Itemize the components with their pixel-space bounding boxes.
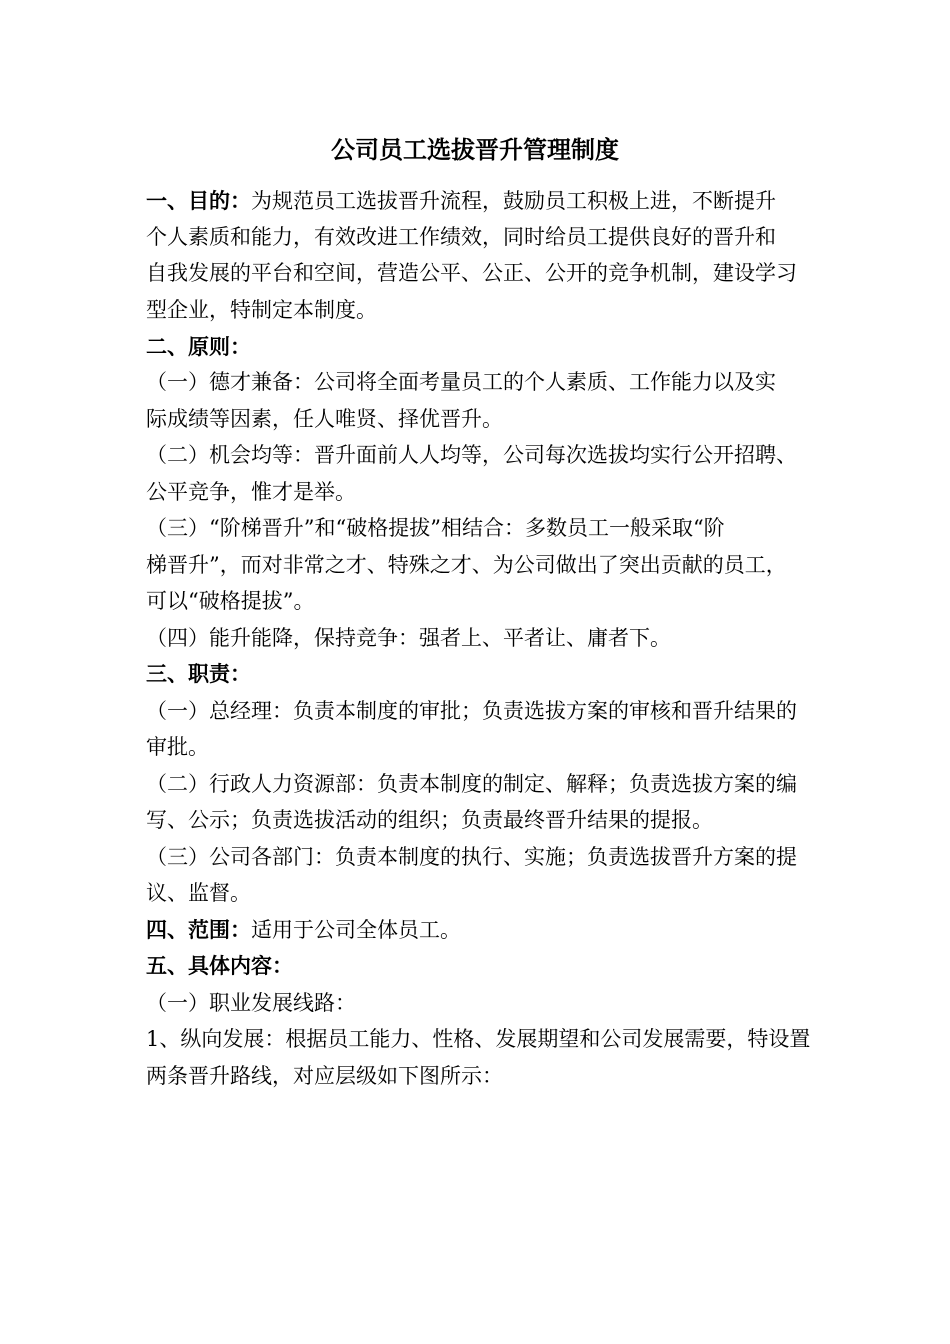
text-line: [146, 222, 776, 252]
line-text: 议、监督。: [146, 881, 251, 905]
line-text: 为规范员工选拔晋升流程，鼓励员工积极上进，不断提升: [251, 189, 776, 213]
line-text: （二）行政人力资源部：负责本制度的制定、解释；负责选拔方案的编: [146, 772, 797, 796]
line-text: 适用于公司全体员工。: [251, 918, 461, 942]
text-line: [146, 623, 671, 653]
line-text: 梯晋升”，而对非常之才、特殊之才、为公司做出了突出贡献的员工，: [146, 553, 787, 577]
line-text: 1、纵向发展：根据员工能力、性格、发展期望和公司发展需要，特设置: [146, 1027, 811, 1051]
line-text: 可以“破格提拔”。: [146, 589, 315, 613]
section-label: 五、具体内容：: [146, 953, 293, 978]
line-text: （三）“阶梯晋升”和“破格提拔”相结合：多数员工一般采取“阶: [146, 516, 725, 540]
text-line: [146, 732, 209, 762]
text-line: [146, 659, 251, 689]
text-line: [146, 805, 713, 835]
text-line: [146, 186, 776, 216]
text-line: [146, 769, 797, 799]
text-line: [146, 988, 356, 1018]
text-line: [146, 951, 293, 981]
page-title: 公司员工选拔晋升管理制度: [331, 135, 619, 164]
text-line: [146, 586, 314, 616]
section-label: 一、目的：: [146, 188, 251, 213]
line-text: （一）总经理：负责本制度的审批；负责选拔方案的审核和晋升结果的: [146, 699, 797, 723]
line-text: （二）机会均等：晋升面前人人均等，公司每次选拔均实行公开招聘、: [146, 443, 797, 467]
line-text: （三）公司各部门：负责本制度的执行、实施；负责选拔晋升方案的提: [146, 845, 797, 869]
line-text: 自我发展的平台和空间，营造公平、公正、公开的竞争机制，建设学习: [146, 261, 797, 285]
text-line: [146, 477, 356, 507]
line-text: 审批。: [146, 735, 209, 759]
section-label: 四、范围：: [146, 917, 251, 942]
line-text: （四）能升能降，保持竞争：强者上、平者让、庸者下。: [146, 626, 671, 650]
text-line: [146, 258, 797, 288]
text-line: [146, 367, 776, 397]
text-line: [146, 513, 725, 543]
text-line: [146, 878, 251, 908]
text-line: [146, 332, 251, 362]
text-line: [146, 842, 797, 872]
text-line: [146, 440, 797, 470]
text-line: [146, 404, 503, 434]
text-line: [146, 295, 377, 325]
line-text: 写、公示；负责选拔活动的组织；负责最终晋升结果的提报。: [146, 808, 713, 832]
section-label: 二、原则：: [146, 334, 251, 359]
text-line: [146, 550, 787, 580]
text-line: [146, 696, 797, 726]
section-label: 三、职责：: [146, 661, 251, 686]
text-line: [146, 915, 461, 945]
line-text: 两条晋升路线，对应层级如下图所示：: [146, 1064, 503, 1088]
line-text: 公平竞争，惟才是举。: [146, 480, 356, 504]
text-line: [146, 1024, 810, 1054]
line-text: 型企业，特制定本制度。: [146, 298, 377, 322]
line-text: 际成绩等因素，任人唯贤、择优晋升。: [146, 407, 503, 431]
line-text: （一）德才兼备：公司将全面考量员工的个人素质、工作能力以及实: [146, 370, 776, 394]
text-line: [146, 1061, 503, 1091]
line-text: （一）职业发展线路：: [146, 991, 356, 1015]
line-text: 个人素质和能力，有效改进工作绩效，同时给员工提供良好的晋升和: [146, 225, 776, 249]
